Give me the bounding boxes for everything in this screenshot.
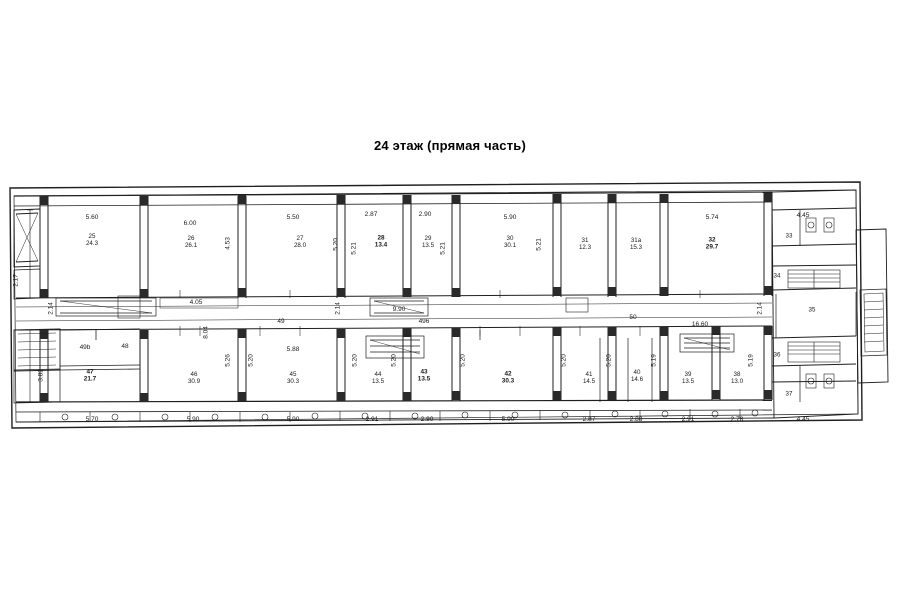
room-number: 36 bbox=[773, 351, 781, 359]
room-area: 24.3 bbox=[85, 240, 99, 247]
room-number: 34 bbox=[773, 272, 781, 280]
room-area: 30.3 bbox=[286, 378, 300, 385]
plan-svg bbox=[0, 170, 900, 460]
room-number: 47 bbox=[86, 368, 94, 376]
dimension-label-vertical: 5.21 bbox=[350, 242, 358, 255]
room-area: 14.6 bbox=[630, 376, 644, 383]
corridor-label: 496 bbox=[418, 317, 430, 325]
corridor-label: 4.05 bbox=[189, 298, 203, 306]
room-label bbox=[185, 235, 197, 249]
room-area: 21.7 bbox=[83, 376, 97, 383]
room-label bbox=[786, 232, 793, 239]
room-label bbox=[422, 235, 434, 249]
room-number: 27 bbox=[296, 234, 304, 242]
room-number: 26 bbox=[187, 234, 195, 242]
dimension-label-top: 5.90 bbox=[503, 213, 517, 221]
dimension-label-vertical: 5.26 bbox=[224, 354, 232, 367]
room-label bbox=[774, 351, 781, 358]
room-number: 42 bbox=[504, 370, 512, 378]
room-number: 45 bbox=[289, 370, 297, 378]
room-label bbox=[294, 235, 306, 249]
dimension-label-vertical: 2.17 bbox=[12, 274, 20, 287]
room-number: 28 bbox=[377, 234, 385, 242]
room-number: 35 bbox=[808, 306, 816, 314]
room-number: 39 bbox=[684, 370, 692, 378]
dimension-label-top: 5.74 bbox=[705, 213, 719, 221]
room-label bbox=[579, 237, 591, 251]
dimension-label-vertical: 5.20 bbox=[332, 238, 340, 251]
room-area: 13.0 bbox=[730, 378, 744, 385]
room-label bbox=[372, 371, 384, 385]
room-label bbox=[731, 371, 743, 385]
dimension-label-bottom: 2.88 bbox=[629, 415, 643, 423]
dimension-label-top: 5.60 bbox=[85, 213, 99, 221]
dimension-label-bottom: 5.70 bbox=[85, 415, 99, 423]
room-area: 29.7 bbox=[705, 244, 719, 251]
room-number: 40 bbox=[633, 368, 641, 376]
room-number: 37 bbox=[785, 390, 793, 398]
room-label bbox=[786, 390, 793, 397]
dimension-label-bottom: 5.90 bbox=[501, 415, 515, 423]
room-number: 33 bbox=[785, 232, 793, 240]
room-number: 25 bbox=[88, 232, 96, 240]
dimension-label-bottom: 2.78 bbox=[730, 415, 744, 423]
room-label bbox=[375, 235, 387, 250]
dimension-label-top: 6.00 bbox=[183, 219, 197, 227]
dimension-label-vertical: 3.82 bbox=[37, 369, 45, 382]
room-label bbox=[504, 235, 516, 249]
room-number: 41 bbox=[585, 370, 593, 378]
dimension-label-vertical: 5.20 bbox=[351, 354, 359, 367]
room-area: 12.3 bbox=[578, 244, 592, 251]
dimension-label-vertical: 5.19 bbox=[747, 354, 755, 367]
room-label bbox=[84, 369, 96, 384]
dimension-label-top: 2.90 bbox=[418, 210, 432, 218]
room-label bbox=[188, 371, 200, 385]
dimension-label-bottom: 2.87 bbox=[582, 415, 596, 423]
room-area: 30.9 bbox=[187, 378, 201, 385]
room-area: 13.5 bbox=[371, 378, 385, 385]
dimension-label-vertical: 2.14 bbox=[756, 302, 764, 315]
corridor-label: 5.88 bbox=[286, 345, 300, 353]
dimension-label-top: 4.45 bbox=[796, 211, 810, 219]
dimension-label-top: 2.87 bbox=[364, 210, 378, 218]
corridor-label: 49b bbox=[79, 343, 91, 351]
corridor-label: 50 bbox=[629, 313, 637, 321]
room-number: 30 bbox=[506, 234, 514, 242]
room-area: 13.5 bbox=[681, 378, 695, 385]
room-number: 43 bbox=[420, 368, 428, 376]
corridor-label: 48 bbox=[121, 342, 129, 350]
corridor-label: 9.90 bbox=[392, 305, 406, 313]
dimension-label-vertical: 2.14 bbox=[47, 302, 55, 315]
room-number: 44 bbox=[374, 370, 382, 378]
dimension-label-bottom: 5.90 bbox=[286, 415, 300, 423]
dimension-label-vertical: 4.53 bbox=[224, 237, 232, 250]
room-label bbox=[502, 371, 514, 386]
dimension-label-vertical: 5.21 bbox=[439, 242, 447, 255]
dimension-label-vertical: 5.20 bbox=[390, 354, 398, 367]
page-title: 24 этаж (прямая часть) bbox=[373, 138, 526, 153]
room-label bbox=[774, 272, 781, 279]
dimension-label-vertical: 2.14 bbox=[334, 302, 342, 315]
room-label bbox=[706, 237, 718, 252]
room-label bbox=[631, 369, 643, 383]
dimension-label-vertical: 5.20 bbox=[560, 354, 568, 367]
room-label bbox=[630, 237, 642, 251]
room-number: 32 bbox=[708, 236, 716, 244]
room-label bbox=[86, 233, 98, 247]
room-number: 29 bbox=[424, 234, 432, 242]
room-label bbox=[418, 369, 430, 384]
room-label bbox=[287, 371, 299, 385]
dimension-label-vertical: 5.19 bbox=[650, 354, 658, 367]
room-area: 15.3 bbox=[629, 244, 643, 251]
room-number: 46 bbox=[190, 370, 198, 378]
dimension-label-bottom: 2.91 bbox=[681, 415, 695, 423]
room-area: 13.5 bbox=[417, 376, 431, 383]
dimension-label-top: 5.50 bbox=[286, 213, 300, 221]
dimension-label-bottom: 2.91 bbox=[365, 415, 379, 423]
room-number: 31a bbox=[630, 236, 642, 244]
dimension-label-vertical: 5.20 bbox=[459, 354, 467, 367]
corridor-label: 16.60 bbox=[691, 320, 709, 328]
floor-plan-drawing bbox=[0, 170, 900, 460]
room-number: 31 bbox=[581, 236, 589, 244]
dimension-label-bottom: 2.90 bbox=[420, 415, 434, 423]
dimension-label-bottom: 4.45 bbox=[796, 415, 810, 423]
room-area: 30.3 bbox=[501, 378, 515, 385]
room-area: 13.5 bbox=[421, 242, 435, 249]
room-area: 28.0 bbox=[293, 242, 307, 249]
room-label bbox=[809, 306, 816, 313]
corridor-label: 49 bbox=[277, 317, 285, 325]
room-label bbox=[583, 371, 595, 385]
dimension-label-vertical: 8.04 bbox=[202, 326, 210, 339]
dimension-label-bottom: 5.90 bbox=[186, 415, 200, 423]
room-area: 13.4 bbox=[374, 242, 388, 249]
room-label bbox=[682, 371, 694, 385]
dimension-label-vertical: 5.21 bbox=[535, 238, 543, 251]
dimension-label-vertical: 5.20 bbox=[605, 354, 613, 367]
room-area: 30.1 bbox=[503, 242, 517, 249]
room-area: 14.5 bbox=[582, 378, 596, 385]
room-number: 38 bbox=[733, 370, 741, 378]
dimension-label-vertical: 5.20 bbox=[247, 354, 255, 367]
room-area: 26.1 bbox=[184, 242, 198, 249]
